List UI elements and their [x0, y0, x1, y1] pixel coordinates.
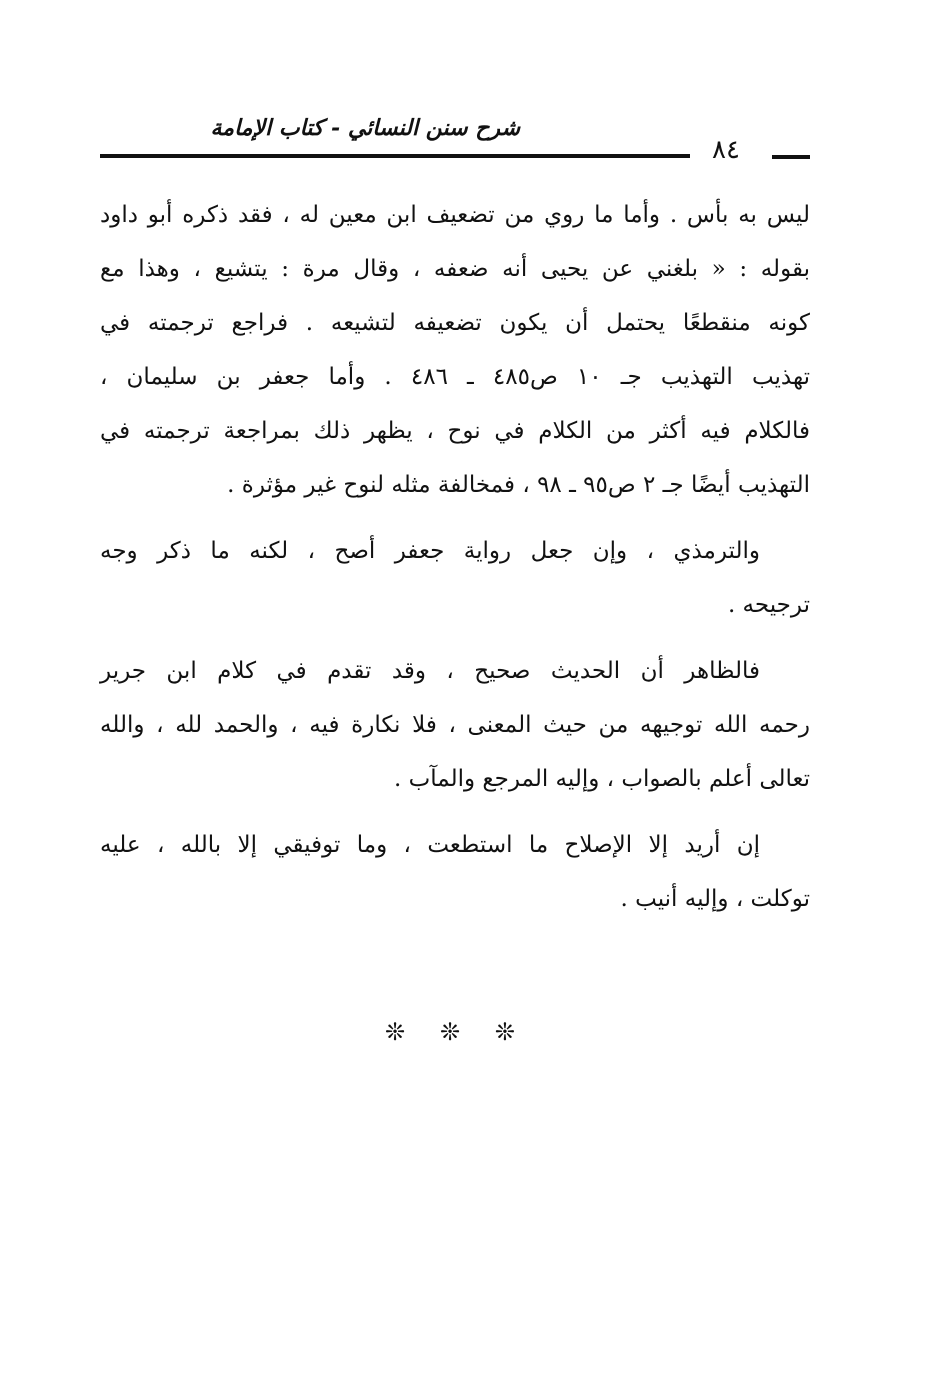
paragraph-1	[100, 188, 810, 512]
body-text	[100, 188, 810, 938]
asterism-icon: ❊	[385, 1018, 406, 1046]
text-line: التهذيب أيضًا جـ ٢ ص٩٥ ـ ٩٨ ، فمخالفة مثله لنوح غير مؤثرة .	[227, 472, 810, 498]
text-line: رحمه الله توجيهه من حيث المعنى ، فلا نكارة فيه ، والحمد لله ، والله	[100, 712, 810, 738]
asterism-icon: ❊	[494, 1018, 515, 1046]
text-line: ليس به بأس . وأما ما روي من تضعيف ابن معين له ، فقد ذكره أبو داود	[100, 202, 810, 228]
text-line: ترجيحه .	[727, 592, 810, 618]
text-line: فالظاهر أن الحديث صحيح ، وقد تقدم في كلام ابن جرير	[100, 658, 760, 684]
text-line: تهذيب التهذيب جـ ١٠ ص٤٨٥ ـ ٤٨٦ . وأما جعفر بن سليمان ،	[100, 364, 810, 390]
section-end-ornament	[385, 1018, 515, 1046]
text-line: بقوله : « بلغني عن يحيى أنه ضعفه ، وقال مرة : يتشيع ، وهذا مع	[100, 256, 810, 282]
text-line: توكلت ، وإليه أنيب .	[620, 886, 810, 912]
paragraph-4	[100, 818, 810, 926]
text-line: إن أريد إلا الإصلاح ما استطعت ، وما توفيقي إلا بالله ، عليه	[100, 832, 760, 858]
header-rule	[100, 154, 690, 158]
running-title: شرح سنن النسائي - كتاب الإمامة	[210, 115, 520, 141]
text-line: والترمذي ، وإن جعل رواية جعفر أصح ، لكنه ما ذكر وجه	[100, 538, 760, 564]
asterism-icon: ❊	[439, 1018, 461, 1046]
text-line: فالكلام فيه أكثر من الكلام في نوح ، يظهر ذلك بمراجعة ترجمته في	[100, 418, 810, 444]
paragraph-3	[100, 644, 810, 806]
page-number-dash	[772, 155, 810, 159]
page-number: ٨٤	[712, 135, 740, 165]
text-line: تعالى أعلم بالصواب ، وإليه المرجع والمآب .	[394, 766, 810, 792]
text-line: كونه منقطعًا يحتمل أن يكون تضعيفه لتشيعه . فراجع ترجمته في	[100, 310, 810, 336]
paragraph-2	[100, 524, 810, 632]
page-header	[100, 115, 810, 170]
